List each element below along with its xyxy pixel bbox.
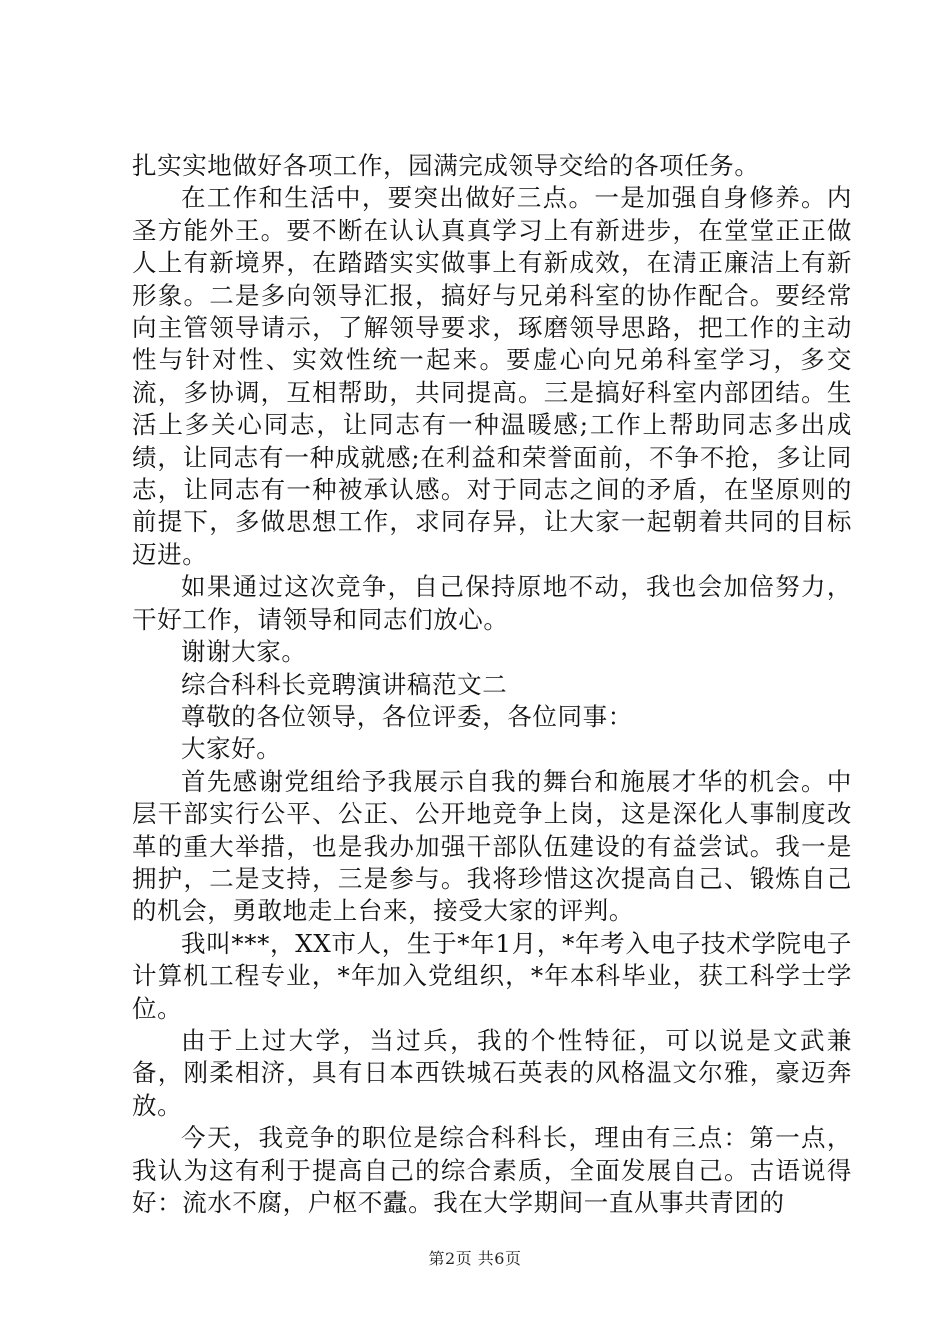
- greeting: 大家好。: [181, 734, 282, 764]
- page-number-footer: 第2页 共6页: [428, 1249, 522, 1268]
- paragraph: 谢谢大家。: [181, 637, 307, 667]
- paragraph: 首先感谢党组给予我展示自我的舞台和施展才华的机会。中层干部实行公平、公正、公开地竞争上岗，这是深化人事制度改革的重大举措，也是我办加强干部队伍建设的有益尝试。我一是拥护，二是支持，三是参与。我将珍惜这次提高自己、锻炼自己的机会，勇敢地走上台来，接受大家的评判。: [132, 766, 852, 926]
- paragraph: 由于上过大学，当过兵，我的个性特征，可以说是文武兼备，刚柔相济，具有日本西铁城石英表的风格温文尔雅，豪迈奔放。: [132, 1025, 852, 1120]
- section-title: 综合科科长竞聘演讲稿范文二: [181, 669, 508, 699]
- paragraph: 在工作和生活中，要突出做好三点。一是加强自身修养。内圣方能外王。要不断在认认真真学习上有新进步，在堂堂正正做人上有新境界，在踏踏实实做事上有新成效，在清正廉洁上有新形象。二是多向领导汇报，搞好与兄弟科室的协作配合。要经常向主管领导请示，了解领导要求，琢磨领导思路，把工作的主动性与针对性、实效性统一起来。要虚心向兄弟科室学习，多交流，多协调，互相帮助，共同提高。三是搞好科室内部团结。生活上多关心同志，让同志有一种温暖感;工作上帮助同志多出成绩，让同志有一种成就感;在利益和荣誉面前，不争不抢，多让同志，让同志有一种被承认感。对于同志之间的矛盾，在坚原则的前提下，多做思想工作，求同存异，让大家一起朝着共同的目标迈进。: [132, 183, 852, 569]
- salutation: 尊敬的各位领导，各位评委，各位同事：: [181, 701, 633, 731]
- document-body: [132, 150, 852, 1219]
- paragraph: 如果通过这次竞争，自己保持原地不动，我也会加倍努力，干好工作，请领导和同志们放心。: [132, 572, 852, 634]
- paragraph: 今天，我竞争的职位是综合科科长，理由有三点：第一点，我认为这有利于提高自己的综合素质，全面发展自己。古语说得好：流水不腐，户枢不蠹。我在大学期间一直从事共青团的: [132, 1123, 852, 1217]
- paragraph: 我叫***，XX市人，生于*年1月，*年考入电子技术学院电子计算机工程专业，*年加入党组织，*年本科毕业，获工科学士学位。: [132, 928, 853, 1023]
- paragraph: 扎实实地做好各项工作，园满完成领导交给的各项任务。: [132, 151, 760, 180]
